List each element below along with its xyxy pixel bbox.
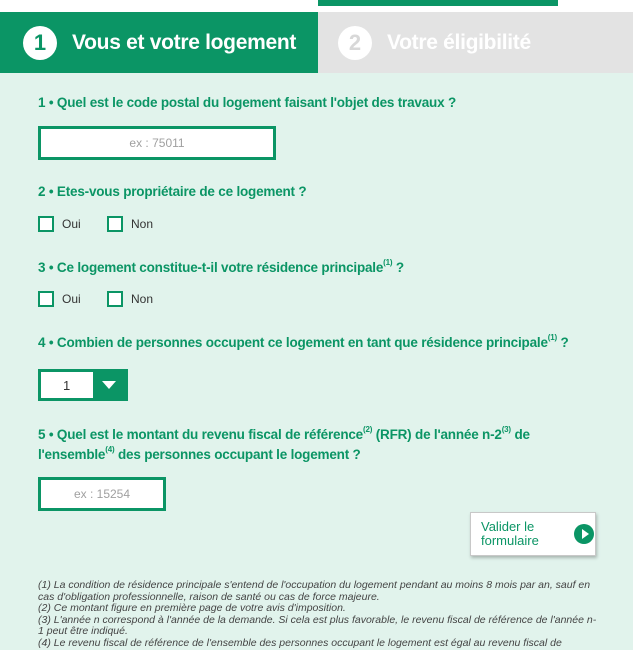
submit-label-line2: formulaire bbox=[481, 533, 539, 548]
question-occupants-end: ? bbox=[556, 335, 569, 350]
residence-yes-option[interactable] bbox=[38, 291, 81, 307]
occupants-selected-value: 1 bbox=[63, 377, 71, 393]
owner-yes-label: Oui bbox=[62, 217, 81, 231]
footnote-ref-4: (4) bbox=[105, 445, 115, 454]
question-main-residence bbox=[38, 258, 404, 278]
owner-no-label: Non bbox=[131, 217, 154, 231]
residence-yes-checkbox[interactable] bbox=[38, 291, 54, 307]
income-field[interactable] bbox=[38, 477, 166, 511]
tab-step-1[interactable] bbox=[0, 12, 318, 73]
income-input[interactable] bbox=[41, 486, 163, 502]
residence-yes-label: Oui bbox=[62, 292, 81, 306]
tab-step-2[interactable] bbox=[318, 12, 633, 73]
question-main-residence-text: 3 • Ce logement constitue-t-il votre résidence principale bbox=[38, 260, 384, 275]
step-2-label: Votre éligibilité bbox=[387, 30, 531, 54]
submit-form-button[interactable] bbox=[470, 512, 596, 556]
question-income-part3: de bbox=[510, 427, 530, 442]
footnote-ref-1b: (1) bbox=[547, 333, 557, 342]
submit-label-line1: Valider le bbox=[481, 519, 535, 534]
question-income bbox=[38, 425, 598, 465]
residence-no-checkbox[interactable] bbox=[107, 291, 123, 307]
question-income-part2: (RFR) de l'année n-2 bbox=[372, 427, 502, 442]
footnote-3: (3) L'année n correspond à l'année de la demande. Si cela est plus favorable, le revenu fiscal de référence de l'année n-1 peut être indiqué. bbox=[38, 613, 597, 637]
occupants-select[interactable] bbox=[38, 369, 128, 401]
footnote-1: (1) La condition de résidence principale s'entend de l'occupation du logement pendant au moins 8 mois par an, sauf en cas d'obligation professionnelle, raison de santé ou cas de force majeure. bbox=[38, 579, 591, 603]
question-owner: 2 • Etes-vous propriétaire de ce logement ? bbox=[38, 184, 307, 199]
header-strip bbox=[318, 0, 558, 6]
postal-code-field[interactable] bbox=[38, 126, 276, 160]
question-income-part5: des personnes occupant le logement ? bbox=[114, 447, 361, 462]
owner-no-checkbox[interactable] bbox=[107, 216, 123, 232]
arrow-right-circle-icon bbox=[574, 524, 594, 544]
chevron-down-icon[interactable] bbox=[93, 372, 125, 398]
step-tabs bbox=[0, 12, 633, 73]
owner-no-option[interactable] bbox=[107, 216, 153, 232]
question-income-part4: l'ensemble bbox=[38, 447, 106, 462]
footnote-2: (2) Ce montant figure en première page de votre avis d'imposition. bbox=[38, 602, 346, 614]
footnote-4: (4) Le revenu fiscal de référence de l'ensemble des personnes occupant le logement est égal au revenu fiscal de bbox=[38, 636, 562, 649]
question-postal-code: 1 • Quel est le code postal du logement faisant l'objet des travaux ? bbox=[38, 95, 456, 110]
residence-no-option[interactable] bbox=[107, 291, 153, 307]
submit-label bbox=[481, 520, 561, 548]
question-income-part1: 5 • Quel est le montant du revenu fiscal de référence bbox=[38, 427, 363, 442]
owner-yes-checkbox[interactable] bbox=[38, 216, 54, 232]
question-occupants bbox=[38, 333, 569, 353]
footnote-ref-3: (3) bbox=[501, 425, 511, 434]
postal-code-input[interactable] bbox=[41, 135, 273, 151]
footnotes bbox=[38, 580, 598, 649]
step-1-label: Vous et votre logement bbox=[72, 30, 297, 54]
step-2-number: 2 bbox=[338, 26, 372, 60]
footnote-ref-1: (1) bbox=[383, 258, 393, 267]
step-1-number: 1 bbox=[23, 26, 57, 60]
residence-no-label: Non bbox=[131, 292, 154, 306]
question-occupants-text: 4 • Combien de personnes occupent ce logement en tant que résidence principale bbox=[38, 335, 548, 350]
footnote-ref-2: (2) bbox=[363, 425, 373, 434]
question-main-residence-end: ? bbox=[392, 260, 404, 275]
owner-yes-option[interactable] bbox=[38, 216, 81, 232]
